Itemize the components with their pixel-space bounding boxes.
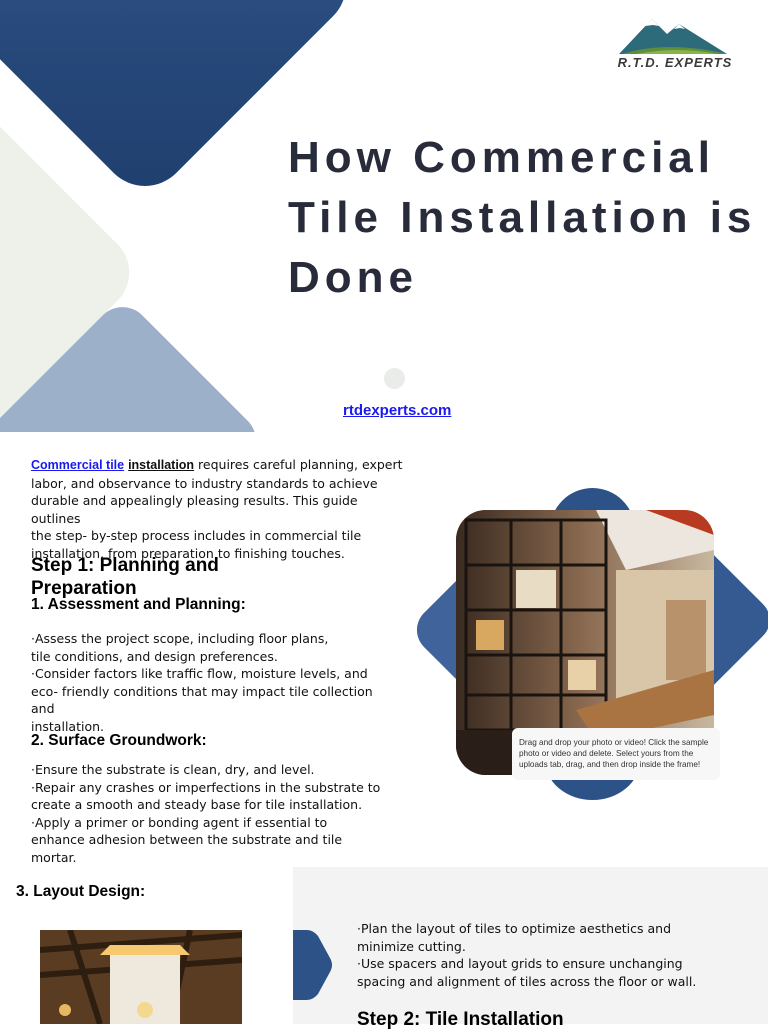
list-item: ·Repair any crashes or imperfections in the substrate to	[31, 779, 381, 795]
ceiling-photo-illustration	[40, 930, 242, 1024]
list-item: create a smooth and steady base for tile installation.	[31, 797, 363, 812]
intro-text: durable and appealingly pleasing results. This guide outlines	[31, 493, 358, 526]
step1-heading: Step 1: Planning and Preparation	[31, 555, 219, 599]
intro-text: the step- by-step process includes in commercial tile	[31, 528, 362, 543]
layout-design-heading: 3. Layout Design:	[16, 883, 146, 900]
surface-groundwork-heading: 2. Surface Groundwork:	[31, 732, 207, 749]
title-line: How Commercial	[288, 133, 715, 182]
list-item: eco- friendly conditions that may impact tile collection	[31, 683, 373, 699]
commercial-tile-link[interactable]: Commercial tile	[31, 458, 125, 472]
ceiling-photo[interactable]	[40, 930, 242, 1024]
title-line: Done	[288, 253, 418, 302]
intro-text: labor, and observance to industry standards to achieve	[31, 475, 378, 491]
list-item: installation.	[31, 718, 104, 734]
list-item: tile conditions, and design preferences.	[31, 648, 278, 664]
website-link[interactable]: rtdexperts.com	[343, 402, 452, 419]
list-item: ·Use spacers and layout grids to ensure unchanging	[357, 956, 683, 971]
layout-design-list	[357, 920, 757, 990]
list-item: ·Consider factors like traffic flow, moisture levels, and	[31, 666, 368, 681]
list-item: enhance adhesion between the substrate and tile	[31, 832, 343, 847]
assessment-list	[31, 630, 411, 735]
list-item: ·Apply a primer or bonding agent if essential to	[31, 814, 328, 830]
list-item: minimize cutting.	[357, 938, 466, 954]
title-line: Tile Installation is	[288, 193, 757, 242]
decorative-dot	[384, 368, 405, 389]
intro-text: requires careful planning, expert	[194, 457, 403, 472]
list-item: ·Assess the project scope, including floor plans,	[31, 631, 329, 646]
assessment-heading: 1. Assessment and Planning:	[31, 596, 246, 613]
chevron-right-icon	[293, 930, 333, 1000]
list-item: ·Plan the layout of tiles to optimize aesthetics and	[357, 921, 672, 936]
intro-text: installation, from preparation to finishing touches.	[31, 545, 345, 561]
list-item: spacing and alignment of tiles across the floor or wall.	[357, 973, 697, 989]
step2-heading: Step 2: Tile Installation	[357, 1009, 564, 1030]
installation-link[interactable]: installation	[128, 458, 195, 472]
photo-caption: Drag and drop your photo or video! Click the sample photo or video and delete. Select yours from the uploads tab, drag, and then drop inside the frame!	[512, 728, 720, 780]
list-item: mortar.	[31, 849, 77, 865]
page-title	[288, 128, 758, 308]
logo-text: R.T.D. EXPERTS	[617, 55, 733, 70]
list-item: ·Ensure the substrate is clean, dry, and level.	[31, 762, 315, 777]
surface-groundwork-list	[31, 761, 411, 866]
intro-paragraph	[31, 456, 406, 562]
list-item: and	[31, 701, 55, 716]
